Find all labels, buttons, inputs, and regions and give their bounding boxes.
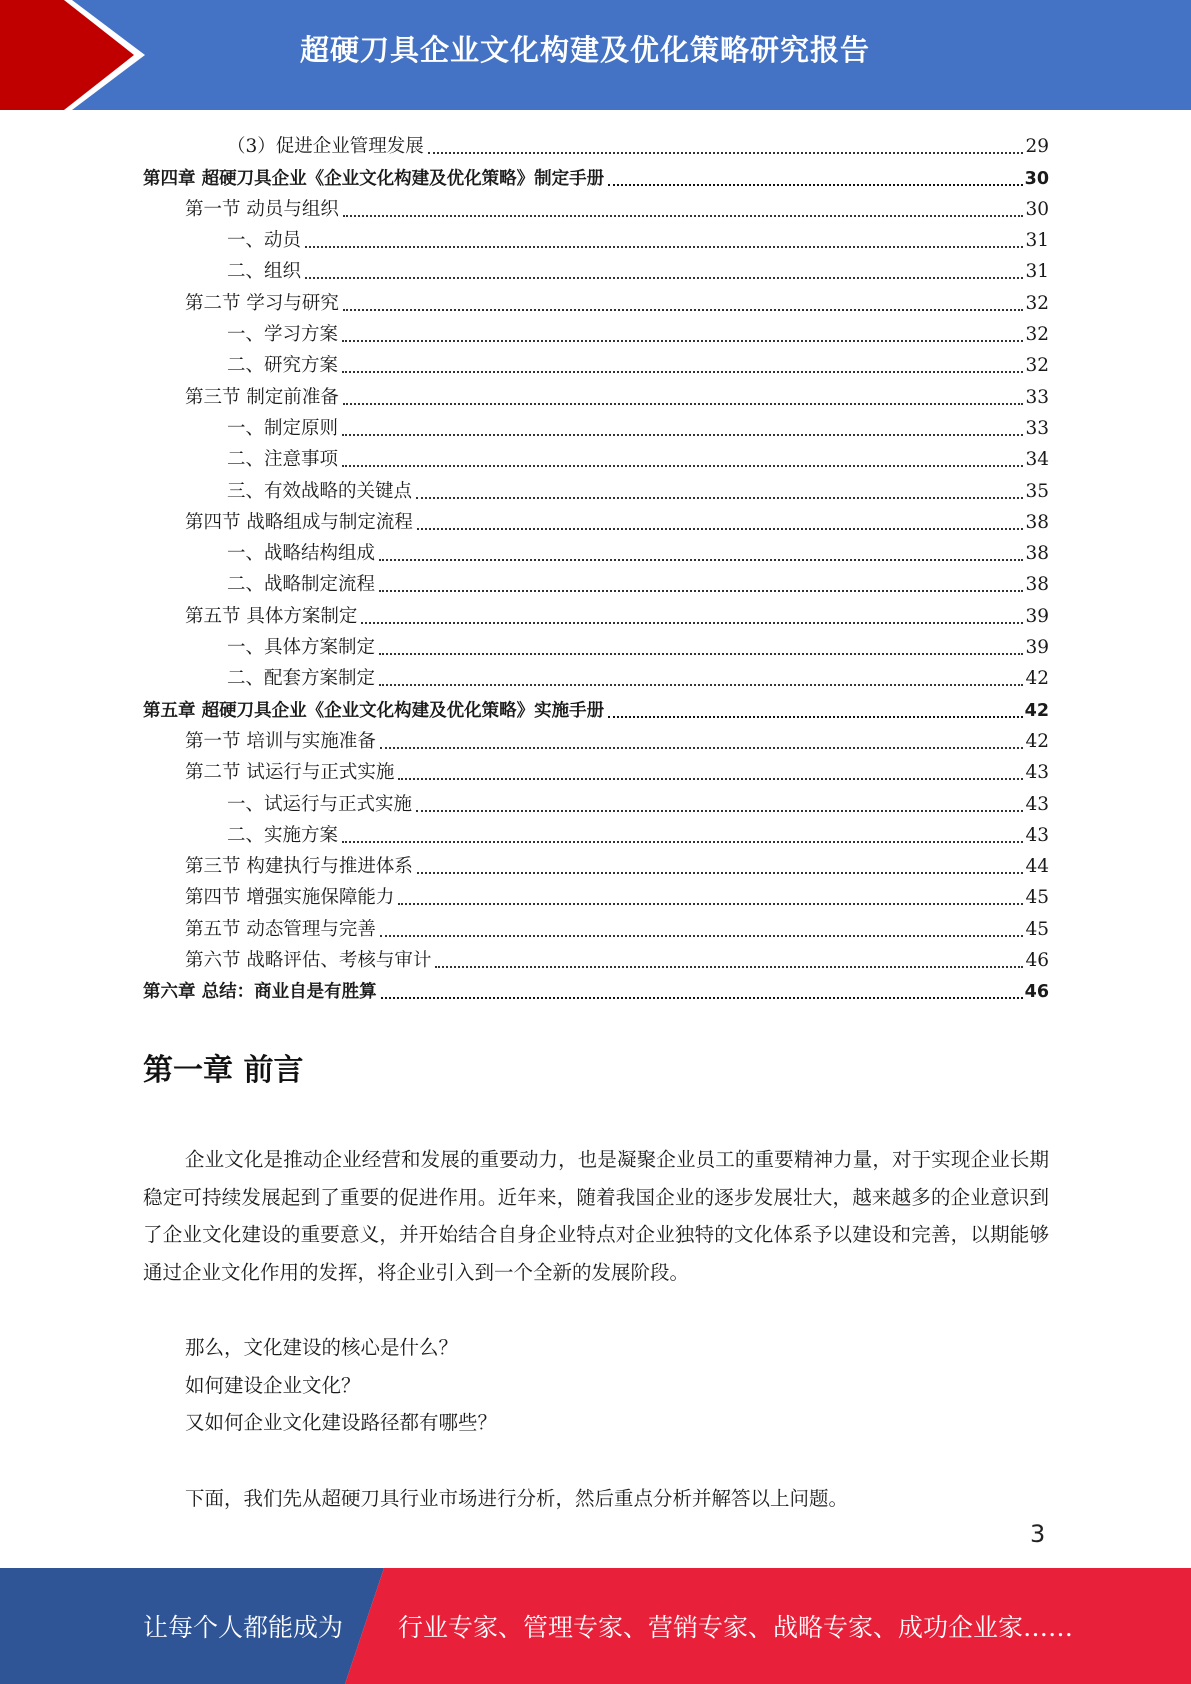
toc-entry[interactable] <box>143 973 1049 1004</box>
toc-entry[interactable] <box>143 879 1049 910</box>
toc-entry-page: 42 <box>1025 730 1049 752</box>
toc-entry-page: 42 <box>1025 668 1049 690</box>
toc-dot-leader <box>416 809 1023 812</box>
toc-entry[interactable] <box>143 910 1049 941</box>
toc-dot-leader <box>361 621 1023 624</box>
toc-entry[interactable] <box>143 597 1049 628</box>
toc-dot-leader <box>342 370 1023 373</box>
toc-entry-label: 第三节 制定前准备 <box>185 386 339 408</box>
toc-entry-page: 30 <box>1025 198 1049 220</box>
question-item: 如何建设企业文化？ <box>185 1373 361 1397</box>
toc-entry-label: 第五节 具体方案制定 <box>185 605 358 627</box>
toc-dot-leader <box>305 276 1023 279</box>
toc-entry[interactable] <box>143 660 1049 691</box>
toc-entry-page: 42 <box>1024 700 1049 721</box>
toc-entry-label: 一、学习方案 <box>227 324 339 346</box>
chapter-heading: 第一章 前言 <box>143 1053 304 1088</box>
toc-entry[interactable] <box>143 410 1049 441</box>
toc-entry-label: 第二节 学习与研究 <box>185 292 339 314</box>
header-title: 超硬刀具企业文化构建及优化策略研究报告 <box>300 33 871 67</box>
toc-entry[interactable] <box>143 942 1049 973</box>
toc-entry-label: 第三节 构建执行与推进体系 <box>185 856 413 878</box>
toc-entry-label: 第五节 动态管理与完善 <box>185 918 376 940</box>
toc-entry[interactable] <box>143 848 1049 879</box>
toc-entry-label: 一、具体方案制定 <box>227 637 376 659</box>
toc-entry[interactable] <box>143 128 1049 159</box>
question-list <box>185 1329 497 1442</box>
toc-entry-label: 二、配套方案制定 <box>227 668 376 690</box>
toc-dot-leader <box>379 652 1023 655</box>
toc-entry-label: 第四章 超硬刀具企业《企业文化构建及优化策略》制定手册 <box>143 168 605 189</box>
header-band <box>0 0 1191 110</box>
toc-entry[interactable] <box>143 629 1049 660</box>
toc-entry-label: 二、战略制定流程 <box>227 574 376 596</box>
toc-entry[interactable] <box>143 253 1049 284</box>
toc-entry-page: 33 <box>1025 386 1049 408</box>
toc-entry-page: 30 <box>1024 168 1049 189</box>
toc-dot-leader <box>398 777 1023 780</box>
toc-dot-leader <box>608 183 1023 186</box>
toc-entry[interactable] <box>143 566 1049 597</box>
toc-entry-page: 38 <box>1025 511 1049 533</box>
toc-entry-label: 二、组织 <box>227 261 302 283</box>
intro-paragraph: 企业文化是推动企业经营和发展的重要动力，也是凝聚企业员工的重要精神力量，对于实现企业长期稳定可持续发展起到了重要的促进作用。近年来，随着我国企业的逐步发展壮大，越来越多的企业意识到了企业文化建设的重要意义，并开始结合自身企业特点对企业独特的文化体系予以建设和完善，以期能够通过企业文化作用的发挥，将企业引入到一个全新的发展阶段。 <box>143 1148 1049 1284</box>
toc-entry-page: 39 <box>1025 605 1049 627</box>
toc-dot-leader <box>379 589 1023 592</box>
question-item: 那么，文化建设的核心是什么？ <box>185 1336 459 1359</box>
toc-entry[interactable] <box>143 316 1049 347</box>
toc-entry[interactable] <box>143 347 1049 378</box>
toc-entry-label: 二、注意事项 <box>227 449 339 471</box>
toc-entry-page: 45 <box>1025 887 1049 909</box>
closing-paragraph: 下面，我们先从超硬刀具行业市场进行分析，然后重点分析并解答以上问题。 <box>185 1487 849 1510</box>
toc-entry-page: 44 <box>1025 856 1049 878</box>
toc-dot-leader <box>380 746 1024 749</box>
toc-entry-page: 29 <box>1025 136 1049 158</box>
toc-dot-leader <box>342 840 1023 843</box>
toc-dot-leader <box>381 996 1023 999</box>
toc-entry[interactable] <box>143 191 1049 222</box>
toc-dot-leader <box>379 558 1023 561</box>
toc-entry-label: 三、有效战略的关键点 <box>227 480 413 502</box>
toc-entry-page: 45 <box>1025 918 1049 940</box>
toc-entry-page: 35 <box>1025 480 1049 502</box>
toc-entry-label: 第四节 战略组成与制定流程 <box>185 511 413 533</box>
toc-entry-page: 43 <box>1025 762 1049 784</box>
toc-entry[interactable] <box>143 472 1049 503</box>
toc-entry-label: 一、战略结构组成 <box>227 543 376 565</box>
toc-entry-page: 38 <box>1025 574 1049 596</box>
toc-entry[interactable] <box>143 691 1049 722</box>
header-chevron-icon <box>0 0 160 110</box>
toc-entry[interactable] <box>143 785 1049 816</box>
toc-dot-leader <box>608 715 1023 718</box>
toc-entry-page: 46 <box>1025 950 1049 972</box>
toc-entry[interactable] <box>143 817 1049 848</box>
toc-entry[interactable] <box>143 754 1049 785</box>
toc-entry[interactable] <box>143 535 1049 566</box>
toc-entry-label: （3）促进企业管理发展 <box>227 136 424 158</box>
page-number: 3 <box>1030 1520 1046 1548</box>
toc-entry-page: 34 <box>1025 449 1049 471</box>
footer-band <box>0 1568 1191 1684</box>
toc-entry-page: 43 <box>1025 824 1049 846</box>
toc-dot-leader <box>342 464 1023 467</box>
toc-dot-leader <box>417 871 1024 874</box>
toc-dot-leader <box>343 214 1024 217</box>
toc-dot-leader <box>343 402 1024 405</box>
toc-dot-leader <box>398 902 1023 905</box>
toc-entry-page: 31 <box>1025 261 1049 283</box>
toc-entry-label: 第六章 总结：商业自是有胜算 <box>143 982 377 1003</box>
toc-entry[interactable] <box>143 378 1049 409</box>
toc-entry-page: 33 <box>1025 417 1049 439</box>
toc-dot-leader <box>416 496 1023 499</box>
toc-entry-label: 第四节 增强实施保障能力 <box>185 887 395 909</box>
toc-entry-label: 第六节 战略评估、考核与审计 <box>185 950 432 972</box>
footer-slogan-left: 让每个人都能成为 <box>143 1613 344 1642</box>
toc-entry[interactable] <box>143 284 1049 315</box>
toc-entry-page: 38 <box>1025 543 1049 565</box>
toc-entry[interactable] <box>143 723 1049 754</box>
toc-dot-leader <box>380 934 1024 937</box>
toc-entry-label: 第一节 培训与实施准备 <box>185 730 376 752</box>
toc-entry-page: 32 <box>1025 355 1049 377</box>
toc-dot-leader <box>417 527 1024 530</box>
toc-entry-label: 第五章 超硬刀具企业《企业文化构建及优化策略》实施手册 <box>143 700 605 721</box>
toc-entry[interactable] <box>143 222 1049 253</box>
toc-entry-page: 32 <box>1025 292 1049 314</box>
toc-dot-leader <box>379 683 1023 686</box>
toc-entry-label: 二、研究方案 <box>227 355 339 377</box>
toc-entry[interactable] <box>143 159 1049 190</box>
toc-entry-label: 二、实施方案 <box>227 824 339 846</box>
toc-dot-leader <box>305 245 1023 248</box>
toc-entry-page: 46 <box>1024 982 1049 1003</box>
toc-entry[interactable] <box>143 441 1049 472</box>
toc-entry-label: 一、动员 <box>227 230 302 252</box>
toc-dot-leader <box>343 308 1024 311</box>
toc-dot-leader <box>342 339 1023 342</box>
question-item: 又如何企业文化建设路径都有哪些？ <box>185 1411 498 1434</box>
table-of-contents <box>143 128 1049 1004</box>
toc-entry-label: 第二节 试运行与正式实施 <box>185 762 395 784</box>
toc-entry-label: 一、制定原则 <box>227 417 339 439</box>
toc-dot-leader <box>428 151 1024 154</box>
footer-slogan-right: 行业专家、管理专家、营销专家、战略专家、成功企业家…… <box>398 1613 1074 1642</box>
toc-entry-page: 32 <box>1025 324 1049 346</box>
toc-entry-label: 一、试运行与正式实施 <box>227 793 413 815</box>
toc-dot-leader <box>435 965 1023 968</box>
toc-entry-page: 39 <box>1025 637 1049 659</box>
toc-entry-page: 43 <box>1025 793 1049 815</box>
toc-dot-leader <box>342 433 1023 436</box>
toc-entry-label: 第一节 动员与组织 <box>185 198 339 220</box>
toc-entry[interactable] <box>143 504 1049 535</box>
toc-entry-page: 31 <box>1025 230 1049 252</box>
